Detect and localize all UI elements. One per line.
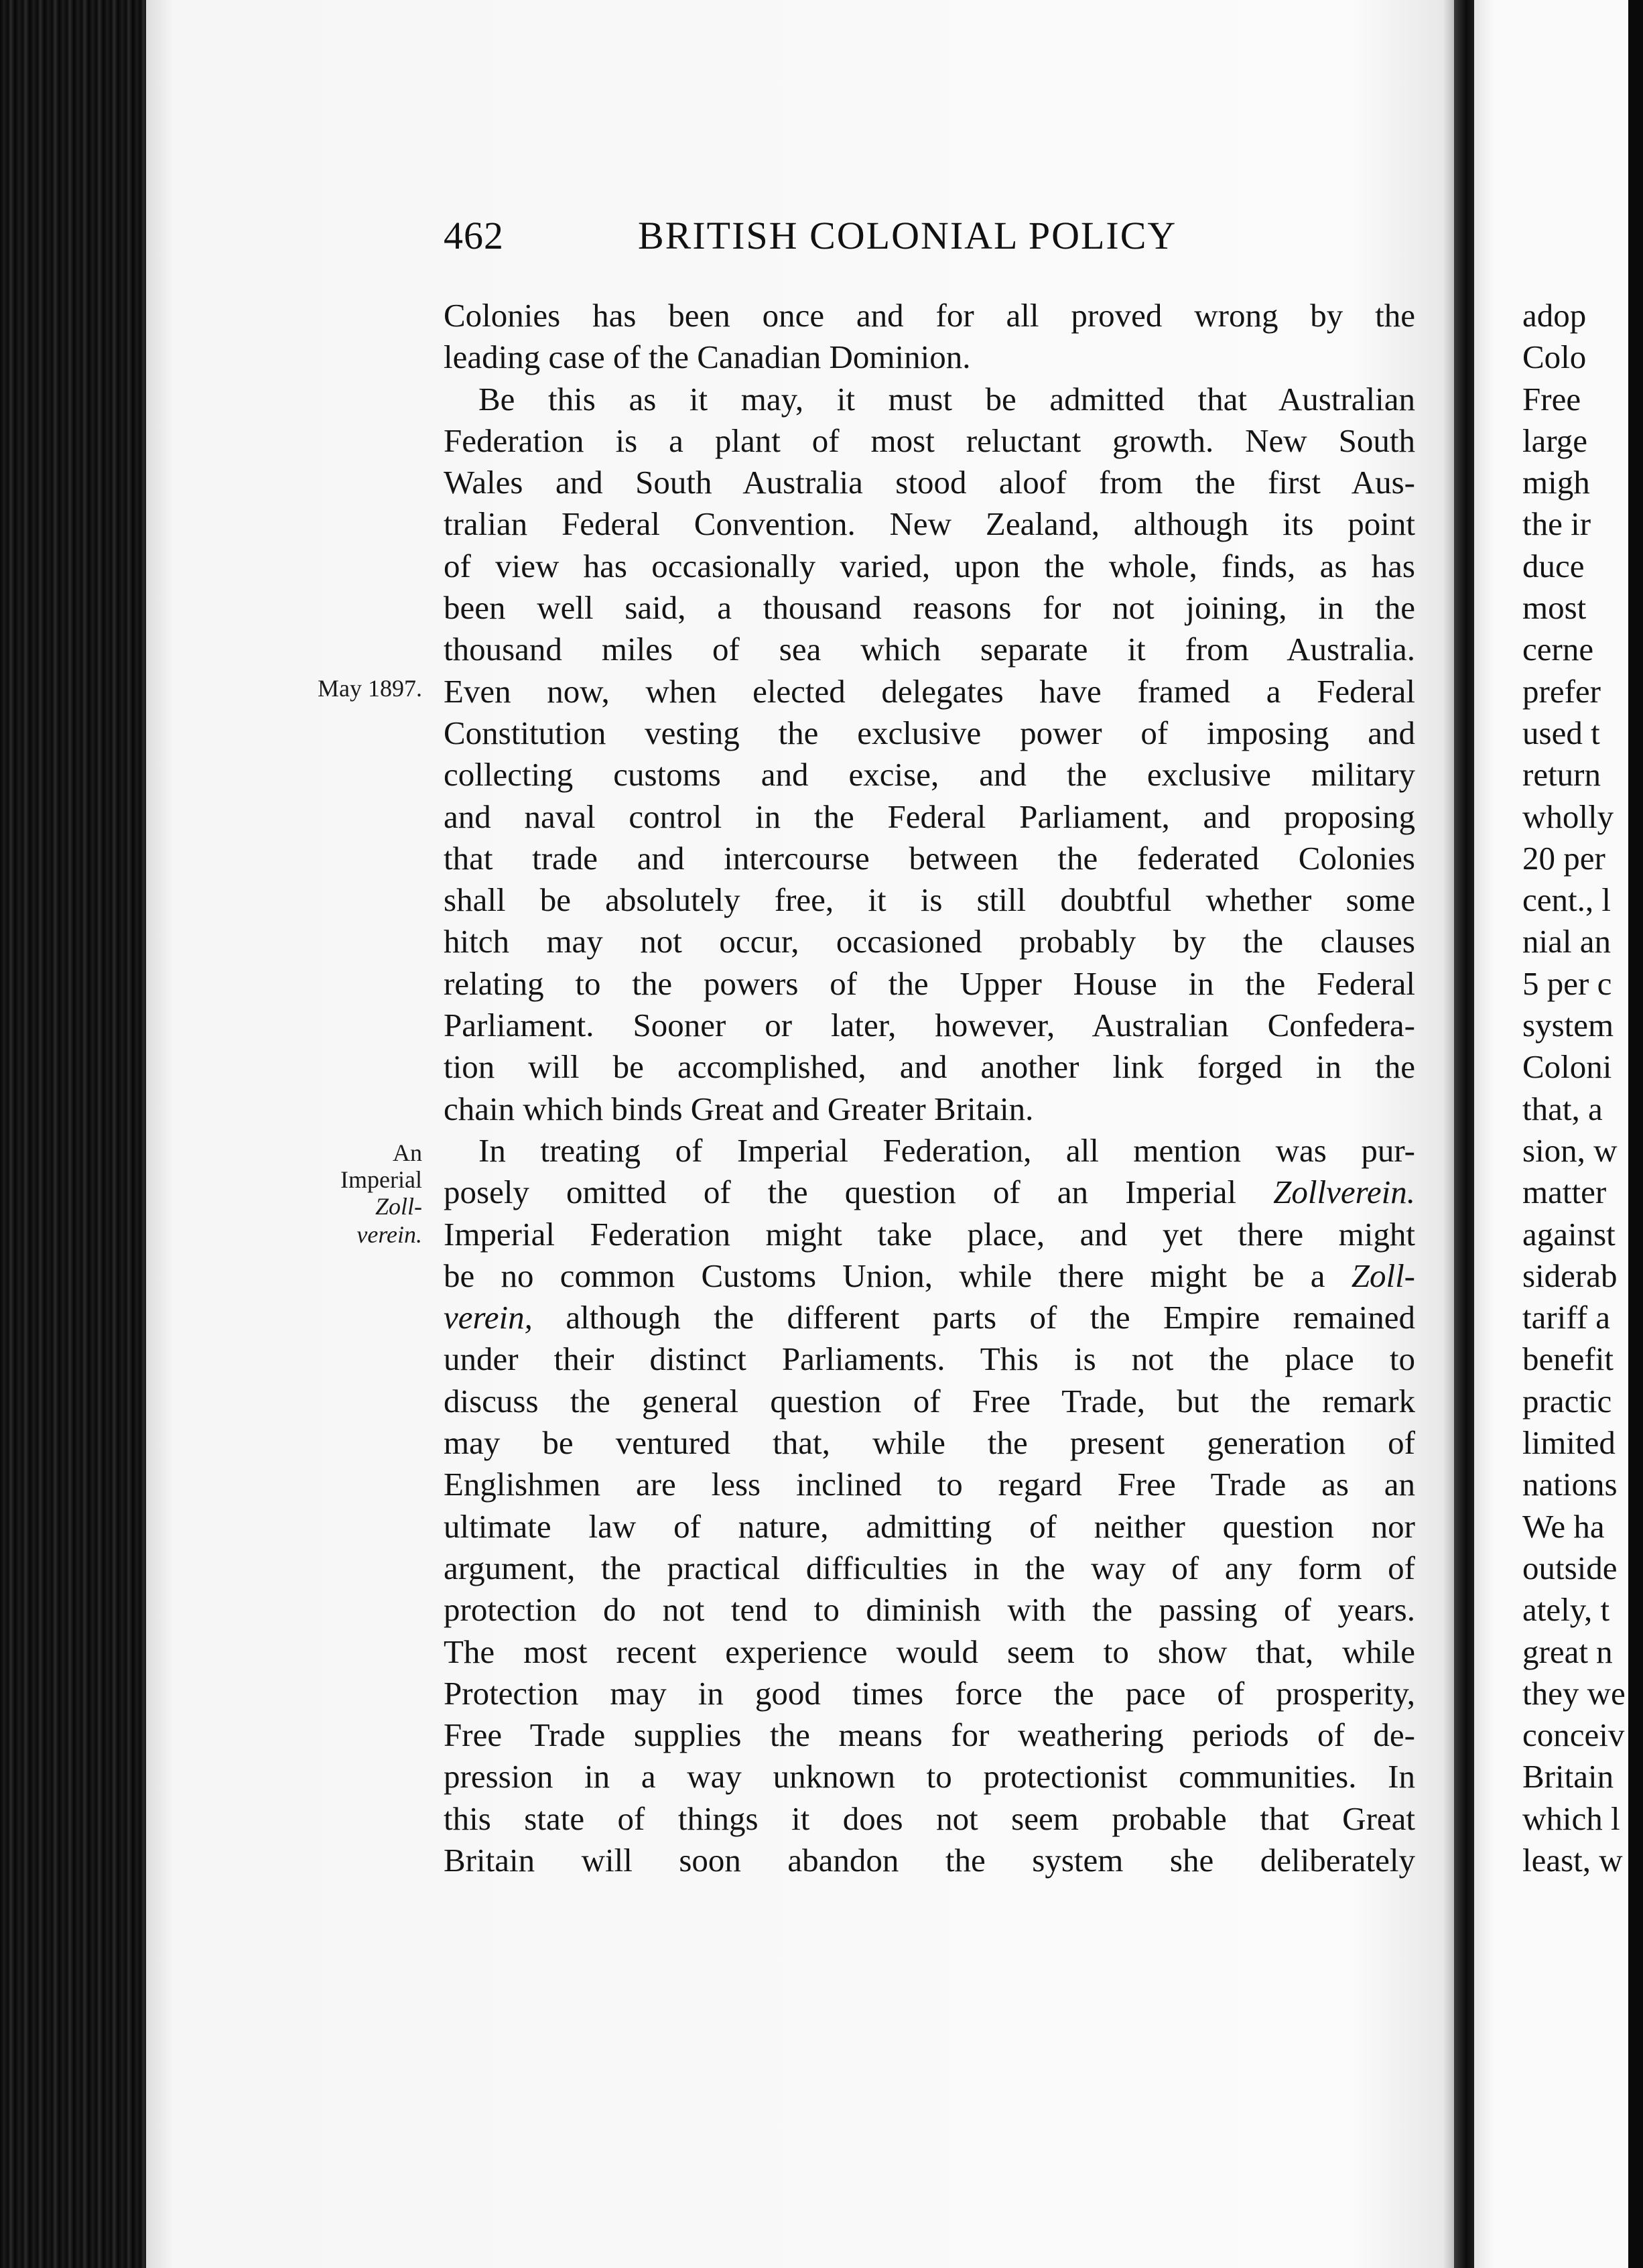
text-line: under their distinct Parliaments. This is not the place to — [444, 1340, 1415, 1378]
facing-page-line: cent., l — [1522, 881, 1611, 919]
text-line: shall be absolutely free, it is still doubtful whether some — [444, 881, 1415, 919]
facing-page-line: most — [1522, 589, 1587, 627]
facing-page-line: wholly — [1522, 798, 1614, 835]
facing-page-line: duce — [1522, 547, 1585, 584]
text-line: and naval control in the Federal Parliament, and proposing — [444, 798, 1415, 835]
sidenote-topic-line1: An — [393, 1139, 422, 1166]
text-line: pression in a way unknown to protectionist communities. In — [444, 1758, 1415, 1796]
text-line: protection do not tend to diminish with the passing of years. — [444, 1591, 1415, 1629]
text-line: Federation is a plant of most reluctant growth. New South — [444, 422, 1415, 459]
facing-page-line: large — [1522, 422, 1588, 459]
running-title: BRITISH COLONIAL POLICY — [638, 214, 1177, 257]
facing-page-line: Free — [1522, 380, 1581, 418]
text-line: Parliament. Sooner or later, however, Australian Confedera- — [444, 1007, 1415, 1044]
facing-page-line: the ir — [1522, 505, 1591, 543]
facing-page-line: nial an — [1522, 923, 1611, 960]
facing-page-line: return — [1522, 756, 1601, 794]
facing-page-line: practic — [1522, 1382, 1612, 1420]
text-line: hitch may not occur, occasioned probably by the clauses — [444, 923, 1415, 960]
text-line: this state of things it does not seem probable that Great — [444, 1800, 1415, 1837]
facing-page-line: system — [1522, 1007, 1614, 1044]
text-line: that trade and intercourse between the federated Colonies — [444, 839, 1415, 877]
text-line: Englishmen are less inclined to regard Free Trade as an — [444, 1466, 1415, 1503]
text-line: Imperial Federation might take place, and yet there might — [444, 1215, 1415, 1253]
facing-page-line: matter — [1522, 1174, 1607, 1211]
facing-page-line: used t — [1522, 714, 1600, 751]
text-line: been well said, a thousand reasons for not joining, in the — [444, 589, 1415, 627]
text-line: chain which binds Great and Greater Britain. — [444, 1090, 1034, 1127]
facing-page-line: prefer — [1522, 672, 1601, 710]
facing-page-line: limited — [1522, 1424, 1616, 1462]
facing-page-line: cerne — [1522, 631, 1594, 668]
text-line: Colonies has been once and for all proved wrong by the — [444, 297, 1415, 334]
sidenote-topic-line3: Zoll- — [375, 1193, 422, 1220]
page-number: 462 — [444, 214, 504, 257]
text-line: The most recent experience would seem to show that, while — [444, 1633, 1415, 1670]
margin-notes — [281, 0, 422, 2268]
text-line: may be ventured that, while the present generation of — [444, 1424, 1415, 1462]
text-line: Britain will soon abandon the system she deliberately — [444, 1841, 1415, 1879]
text-line: tralian Federal Convention. New Zealand, although its point — [444, 505, 1415, 543]
page-header — [444, 213, 1415, 267]
facing-page-text — [1522, 295, 1643, 1881]
text-line: discuss the general question of Free Trade, but the remark — [444, 1382, 1415, 1420]
facing-page-line: migh — [1522, 464, 1590, 501]
book-spine-shadow — [0, 0, 149, 2268]
facing-page-line: against — [1522, 1215, 1616, 1253]
text-line: collecting customs and excise, and the exclusive military — [444, 756, 1415, 794]
sidenote-topic-line2: Imperial — [340, 1166, 422, 1193]
text-line: tion will be accomplished, and another link forged in the — [444, 1048, 1415, 1086]
text-line: Even now, when elected delegates have framed a Federal — [444, 672, 1415, 710]
text-line: Free Trade supplies the means for weathering periods of de- — [444, 1716, 1415, 1754]
facing-page-line: nations — [1522, 1466, 1618, 1503]
sidenote-date: May 1897. — [318, 675, 422, 702]
facing-page-line: that, a — [1522, 1090, 1603, 1127]
text-line: relating to the powers of the Upper House in the Federal — [444, 964, 1415, 1002]
facing-page-line: Colo — [1522, 338, 1587, 376]
facing-page-line: ately, t — [1522, 1591, 1610, 1629]
facing-page-line: outside — [1522, 1549, 1618, 1586]
text-line: leading case of the Canadian Dominion. — [444, 338, 971, 376]
text-line: of view has occasionally varied, upon the whole, finds, as has — [444, 547, 1415, 584]
text-line: thousand miles of sea which separate it from Australia. — [444, 631, 1415, 668]
text-line: Protection may in good times force the pace of prosperity, — [444, 1674, 1415, 1712]
facing-page-line: Coloni — [1522, 1048, 1612, 1086]
sidenote-topic-line4: verein. — [356, 1221, 422, 1248]
facing-page-line: Britain — [1522, 1758, 1614, 1796]
facing-page-line: adop — [1522, 297, 1587, 334]
text-line: posely omitted of the question of an Imperial Zollverein. — [444, 1174, 1415, 1211]
text-line: verein, although the different parts of the Empire remained — [444, 1299, 1415, 1336]
text-line: Constitution vesting the exclusive power of imposing and — [444, 714, 1415, 751]
facing-page-line: they we — [1522, 1674, 1626, 1712]
facing-page-line: conceiv — [1522, 1716, 1625, 1754]
facing-page-line: tariff a — [1522, 1299, 1611, 1336]
text-line: In treating of Imperial Federation, all mention was pur- — [478, 1131, 1415, 1169]
facing-page-line: sion, w — [1522, 1131, 1618, 1169]
text-line: argument, the practical difficulties in the way of any form of — [444, 1549, 1415, 1586]
text-line: Be this as it may, it must be admitted that Australian — [478, 380, 1415, 418]
facing-page-line: benefit — [1522, 1340, 1614, 1378]
facing-page-line: which l — [1522, 1800, 1620, 1837]
text-line: Wales and South Australia stood aloof from the first Aus- — [444, 464, 1415, 501]
facing-page-line: We ha — [1522, 1507, 1605, 1545]
facing-page-line: 20 per — [1522, 839, 1605, 877]
body-text — [444, 295, 1415, 1881]
text-line: ultimate law of nature, admitting of neither question nor — [444, 1507, 1415, 1545]
book-gutter — [1454, 0, 1474, 2268]
facing-page-line: siderab — [1522, 1257, 1618, 1294]
text-line: be no common Customs Union, while there might be a Zoll- — [444, 1257, 1415, 1294]
facing-page-line: great n — [1522, 1633, 1613, 1670]
facing-page-line: 5 per c — [1522, 964, 1612, 1002]
facing-page-line: least, w — [1522, 1841, 1623, 1879]
